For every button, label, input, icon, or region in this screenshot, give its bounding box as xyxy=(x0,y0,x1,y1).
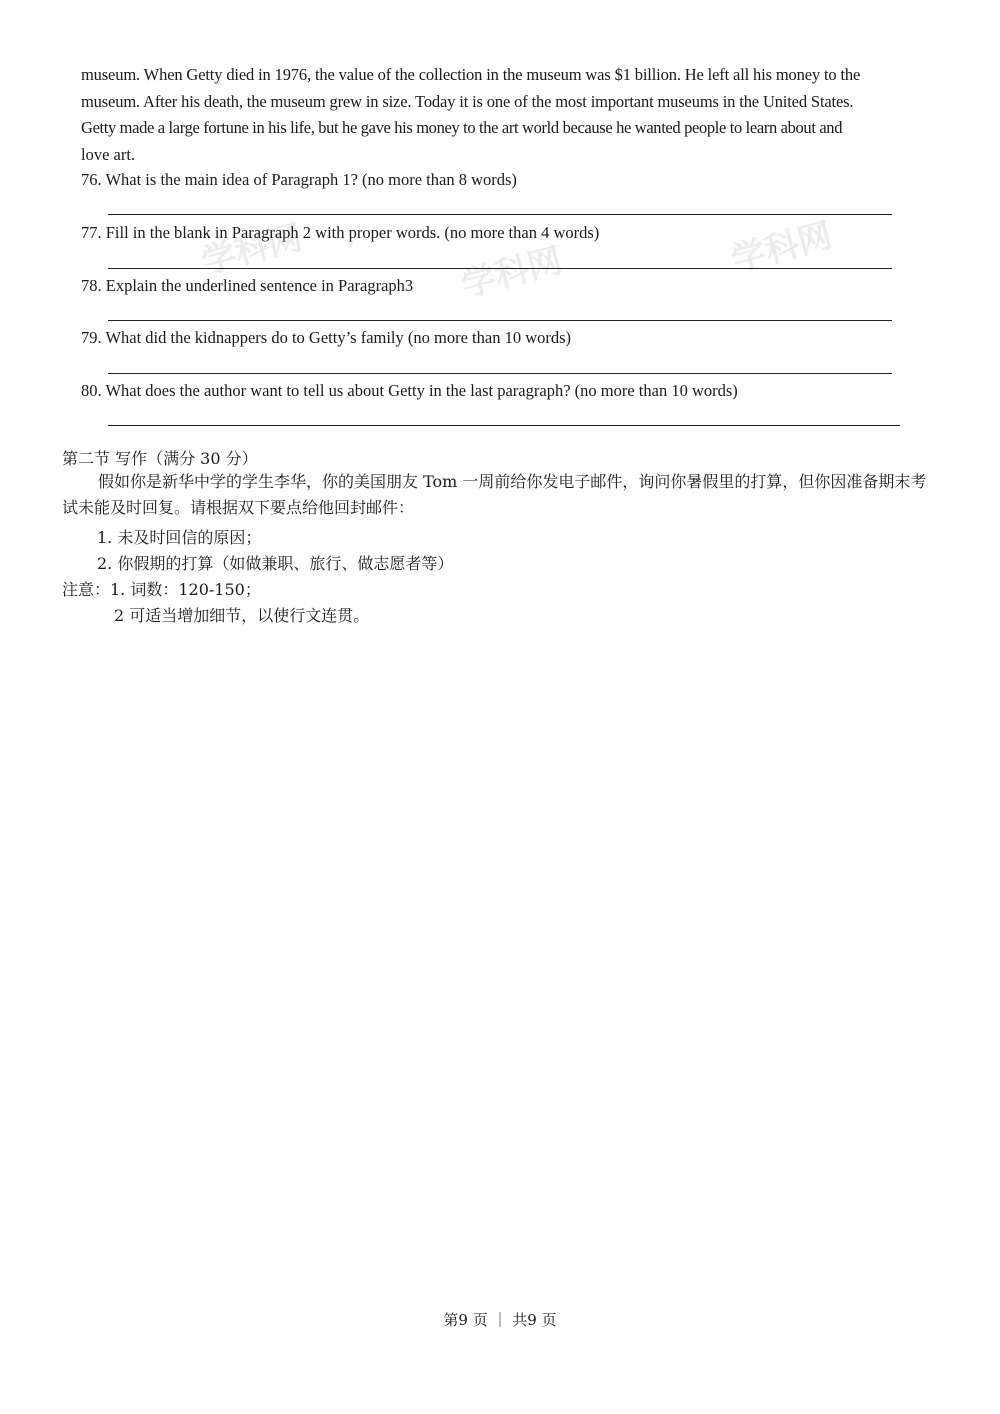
passage-line: love art. xyxy=(81,144,136,164)
passage-line: Getty made a large fortune in his life, but he gave his money to the art world because he wanted people to learn about and xyxy=(81,118,843,138)
page-footer: 第9 页 ｜ 共9 页 xyxy=(443,1311,557,1329)
answer-line-76[interactable] xyxy=(108,214,892,215)
writing-point-1: 1. 未及时回信的原因； xyxy=(97,528,262,547)
writing-prompt: 假如你是新华中学的学生李华，你的美国朋友 Tom 一周前给你发电子邮件，询问你暑假里的打算，但你因准备期末考试未能及时回复。请根据双下要点给他回封邮件： xyxy=(62,472,927,517)
answer-line-77[interactable] xyxy=(108,268,892,269)
answer-line-80[interactable] xyxy=(108,425,900,426)
reading-passage xyxy=(81,62,951,168)
writing-note-1: 注意：1. 词数：120-150； xyxy=(62,580,261,599)
writing-point-2: 2. 你假期的打算（如做兼职、旅行、做志愿者等） xyxy=(97,554,454,573)
watermark-logo: 学科网 xyxy=(727,215,837,281)
question-78: 78. Explain the underlined sentence in Paragraph3 xyxy=(81,276,414,295)
watermark-logo: 学科网 xyxy=(197,217,307,283)
answer-line-79[interactable] xyxy=(108,373,892,374)
question-77: 77. Fill in the blank in Paragraph 2 with proper words. (no more than 4 words) xyxy=(81,223,600,242)
question-76: 76. What is the main idea of Paragraph 1? (no more than 8 words) xyxy=(81,170,517,189)
question-80: 80. What does the author want to tell us about Getty in the last paragraph? (no more than 10 words) xyxy=(81,381,738,400)
answer-line-78[interactable] xyxy=(108,320,892,321)
writing-note-2: 2 可适当增加细节，以使行文连贯。 xyxy=(114,606,370,625)
section-title: 第二节 写作（满分 30 分） xyxy=(62,449,258,468)
question-79: 79. What did the kidnappers do to Getty’s family (no more than 10 words) xyxy=(81,328,572,347)
passage-line: museum. After his death, the museum grew in size. Today it is one of the most important museums in the United States. xyxy=(81,91,854,111)
passage-line: museum. When Getty died in 1976, the value of the collection in the museum was $1 billion. He left all his money to the xyxy=(81,65,861,84)
watermark-logo: 学科网 xyxy=(457,240,567,306)
